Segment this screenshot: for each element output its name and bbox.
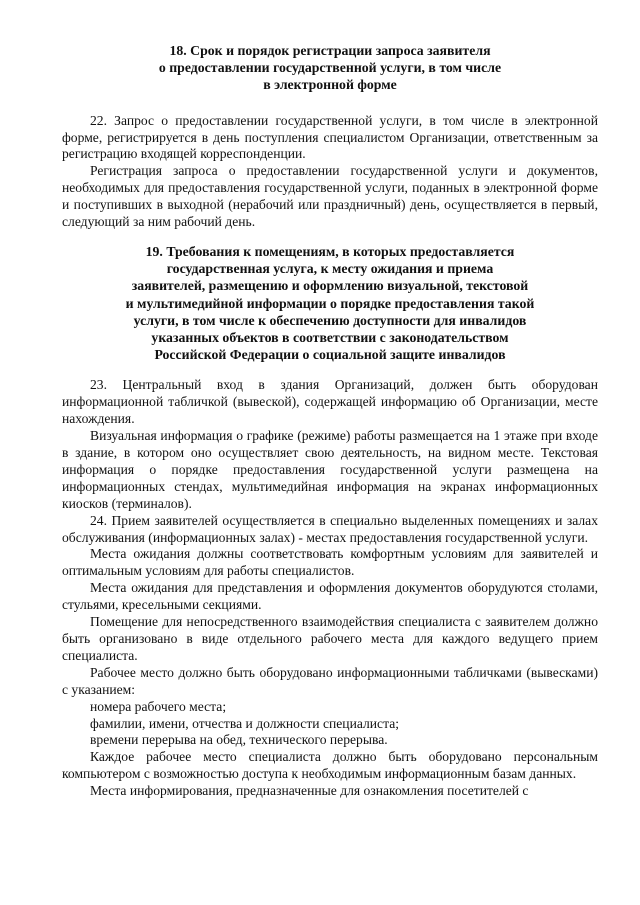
document-page (62, 42, 598, 800)
heading-line: и мультимедийной информации о порядке предоставления такой (125, 295, 535, 311)
heading-line: указанных объектов в соответствии с законодательством (151, 329, 509, 345)
paragraph-computer: Каждое рабочее место специалиста должно быть оборудовано персональным компьютером с возможностью доступа к необходимым информационным базам данных. (62, 749, 598, 782)
heading-line: заявителей, размещению и оформлению визуальной, текстовой (131, 278, 529, 294)
paragraph-24: 24. Прием заявителей осуществляется в специально выделенных помещениях и залах обслуживания (информационных залах) - местах предоставления государственной услуги. (62, 512, 598, 545)
heading-line: государственная услуга, к месту ожидания и приема (166, 261, 494, 277)
heading-line: о предоставлении государственной услуги, в том числе (158, 60, 502, 76)
heading-line: в электронной форме (263, 77, 397, 93)
heading-line: 18. Срок и порядок регистрации запроса заявителя (169, 43, 491, 58)
paragraph-registration: Регистрация запроса о предоставлении государственной услуги и документов, необходимых для предоставления государственной услуги, поданных в электронной форме и поступивших в выходной (нерабочий или праздничный) день, осуществляется в первый, следующий за ним рабочий день. (62, 163, 598, 230)
list-item: времени перерыва на обед, технического перерыва. (90, 732, 388, 748)
paragraph-waiting-furniture: Места ожидания для представления и оформления документов оборудуются столами, стульями, кресельными секциями. (62, 580, 598, 613)
paragraph-waiting-places: Места ожидания должны соответствовать комфортным условиям для заявителей и оптимальным условиям для работы специалистов. (62, 546, 598, 579)
heading-line: услуги, в том числе к обеспечению доступности для инвалидов (133, 312, 527, 328)
heading-line: 19. Требования к помещениям, в которых предоставляется (145, 243, 515, 259)
list-item: номера рабочего места; (90, 698, 227, 714)
list-item: фамилии, имени, отчества и должности специалиста; (90, 715, 400, 731)
paragraph-22: 22. Запрос о предоставлении государственной услуги, в том числе в электронной форме, регистрируется в день поступления специалистом Организации, ответственным за регистрацию входящей корреспонденции. (62, 112, 598, 162)
paragraph-workplace-signs: Рабочее место должно быть оборудовано информационными табличками (вывесками) с указанием: (62, 664, 598, 697)
section-18-heading (62, 42, 598, 94)
paragraph-23: 23. Центральный вход в здания Организаций, должен быть оборудован информационной табличкой (вывеской), содержащей информацию об Организации, месте нахождения. (62, 377, 598, 427)
heading-line: Российской Федерации о социальной защите инвалидов (154, 347, 506, 363)
paragraph-info-places: Места информирования, предназначенные для ознакомления посетителей с (90, 783, 529, 799)
paragraph-workplace-room: Помещение для непосредственного взаимодействия специалиста с заявителем должно быть организовано в виде отдельного рабочего места для каждого ведущего прием специалиста. (62, 614, 598, 663)
paragraph-visual-info: Визуальная информация о графике (режиме) работы размещается на 1 этаже при входе в здание, в котором оно осуществляет свою деятельность, на видном месте. Текстовая информация о порядке предоставления государственной услуги размещена на информационных стендах, мультимедийная информация на экранах информационных киосков (терминалов). (62, 428, 598, 511)
section-19-heading (62, 243, 598, 363)
